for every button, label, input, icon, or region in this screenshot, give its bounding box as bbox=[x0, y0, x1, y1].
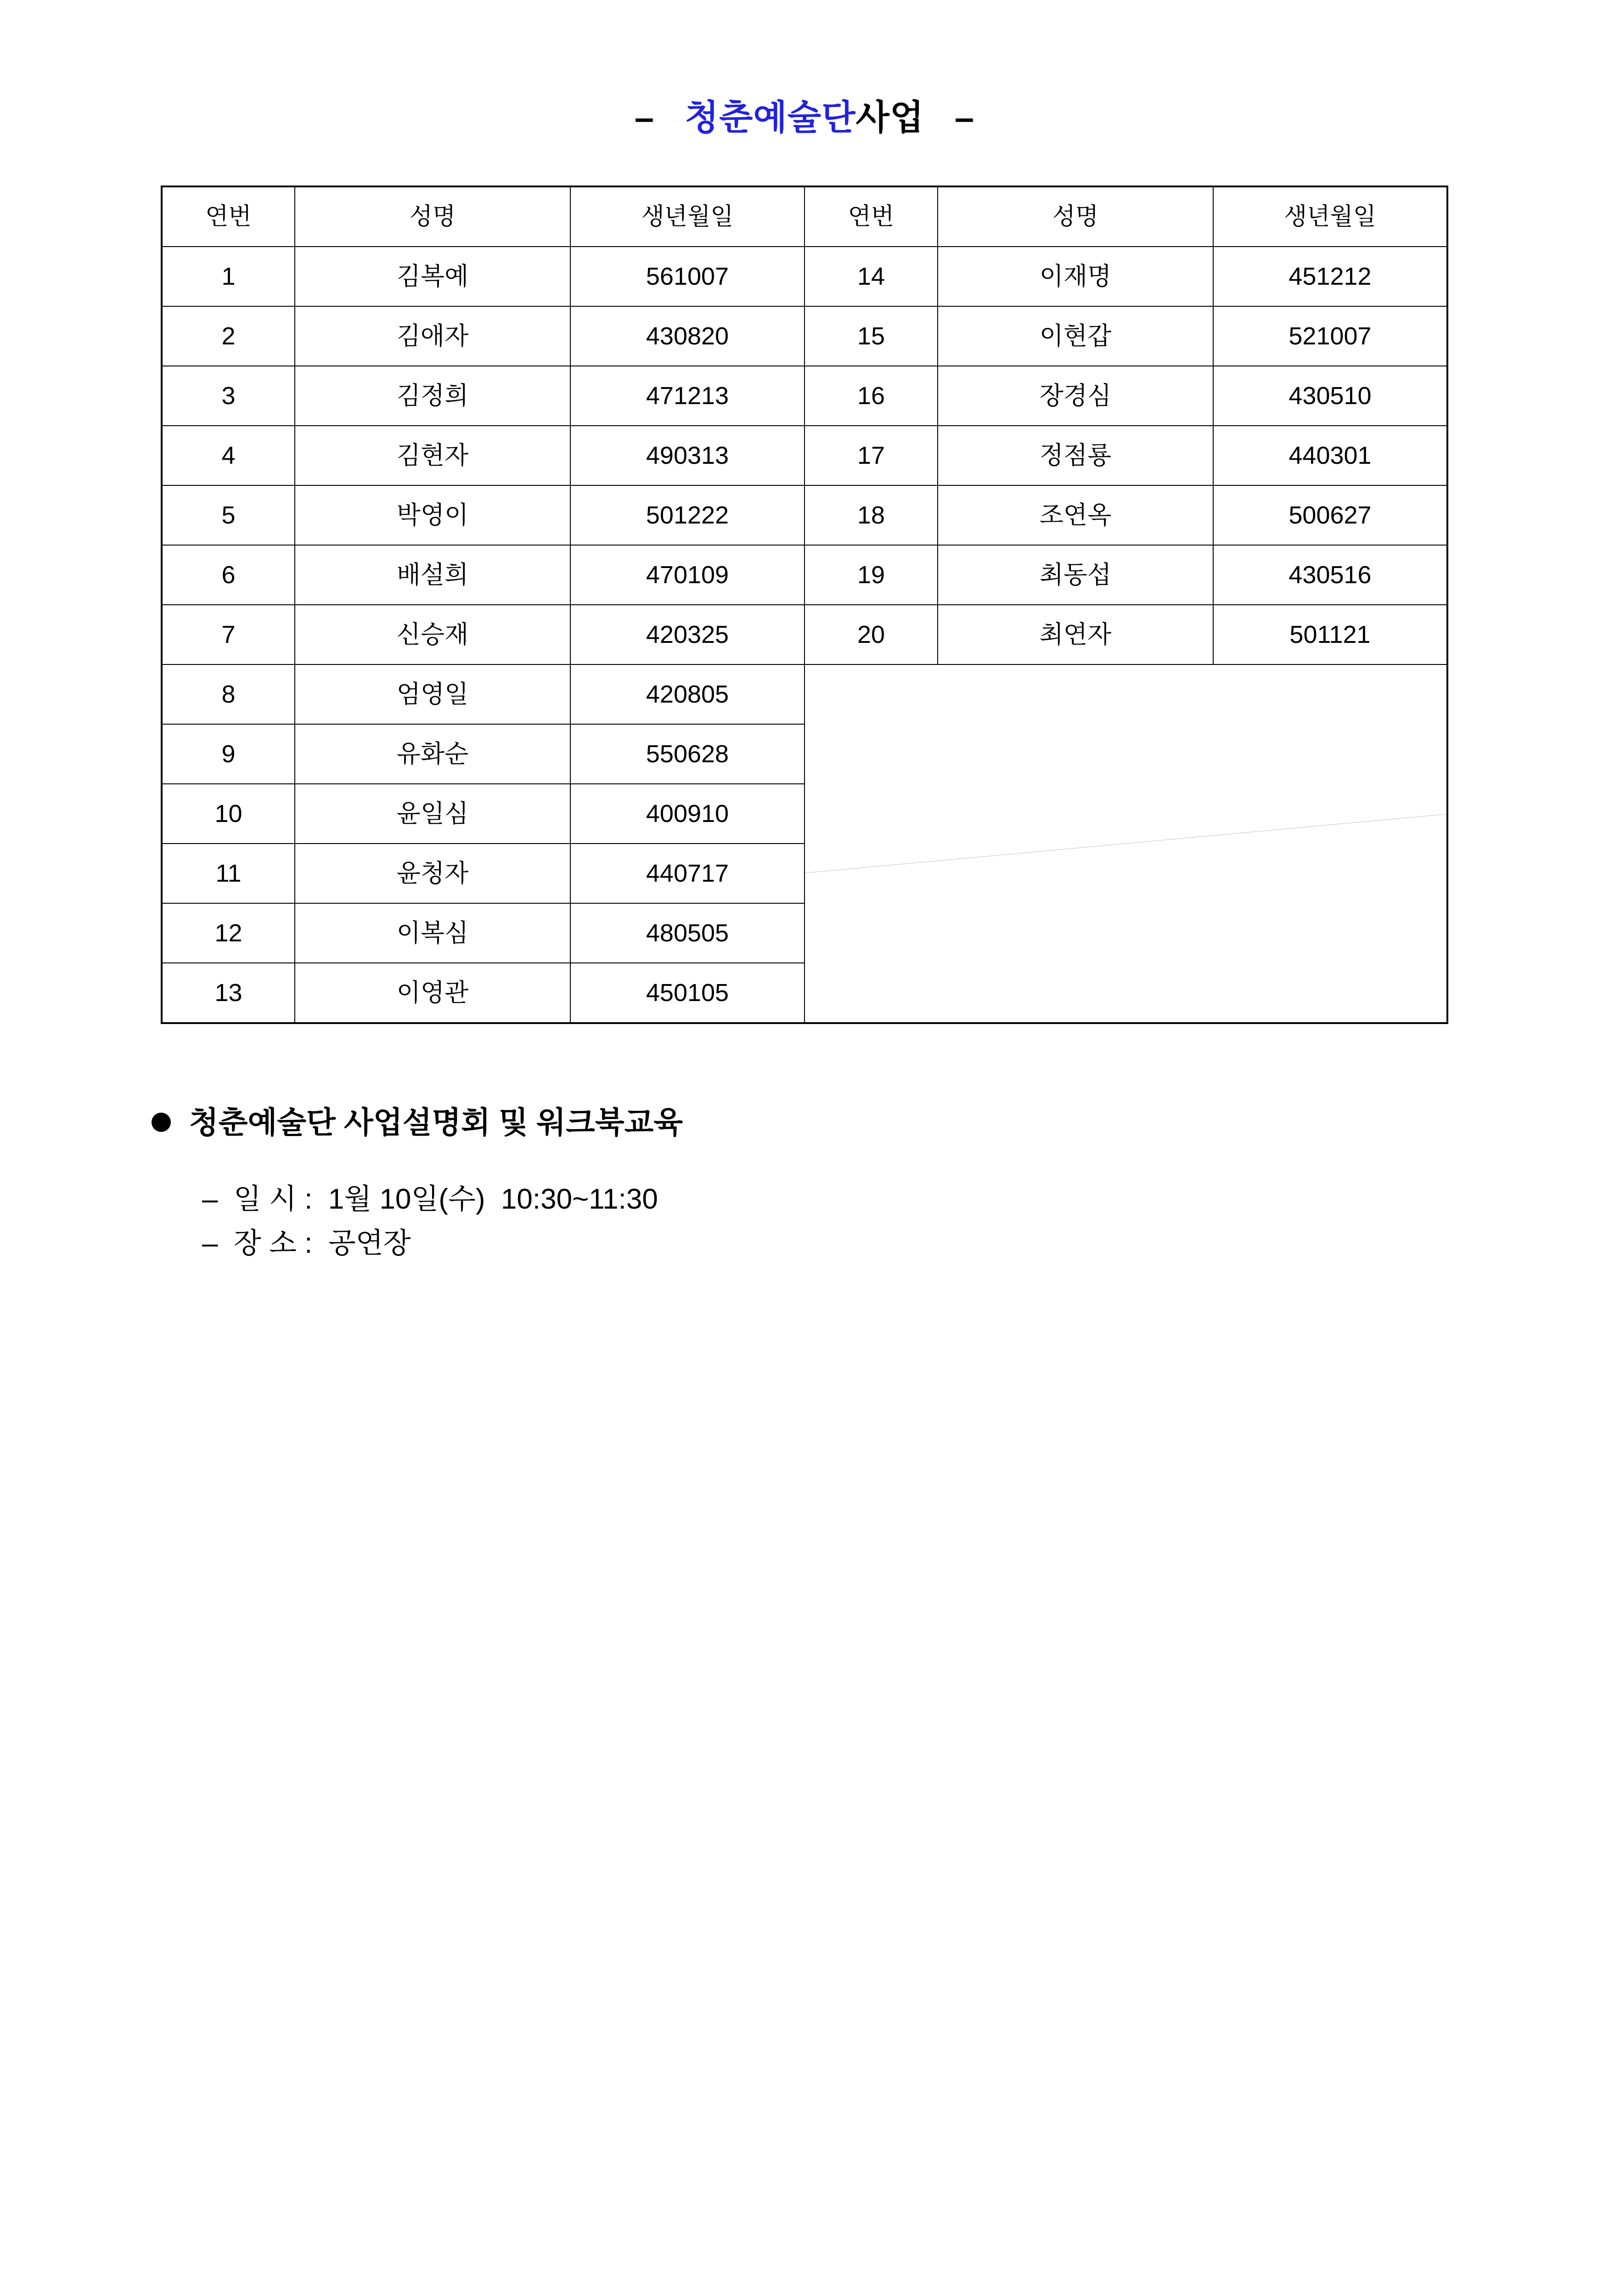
cell-name: 신승재 bbox=[295, 605, 570, 664]
cell-birth: 400910 bbox=[570, 784, 804, 844]
cell-birth: 501121 bbox=[1213, 605, 1447, 664]
cell-birth: 521007 bbox=[1213, 306, 1447, 366]
cell-birth: 471213 bbox=[570, 366, 804, 426]
cell-no: 9 bbox=[162, 724, 295, 784]
cell-no: 20 bbox=[804, 605, 938, 664]
detail-location: – 장 소 : 공연장 bbox=[202, 1227, 411, 1259]
table-row bbox=[162, 664, 1447, 724]
cell-birth: 500627 bbox=[1213, 485, 1447, 545]
cell-birth: 561007 bbox=[570, 247, 804, 306]
cell-no: 14 bbox=[804, 247, 938, 306]
cell-no: 10 bbox=[162, 784, 295, 844]
cell-no: 4 bbox=[162, 426, 295, 485]
col-header-name-left: 성명 bbox=[295, 186, 570, 247]
cell-name: 김애자 bbox=[295, 306, 570, 366]
title-right-dash: – bbox=[954, 98, 975, 137]
cell-birth: 450105 bbox=[570, 963, 804, 1023]
page-title bbox=[0, 99, 1609, 137]
cell-name: 조연옥 bbox=[938, 485, 1213, 545]
cell-name: 엄영일 bbox=[295, 664, 570, 724]
cell-no: 7 bbox=[162, 605, 295, 664]
diagonal-strike-cell bbox=[804, 664, 1447, 1023]
cell-no: 11 bbox=[162, 844, 295, 903]
cell-no: 17 bbox=[804, 426, 938, 485]
table-row bbox=[162, 605, 1447, 664]
bullet-dot-icon bbox=[152, 1113, 171, 1132]
col-header-birth-left: 생년월일 bbox=[570, 186, 804, 247]
cell-name: 장경심 bbox=[938, 366, 1213, 426]
col-header-name-right: 성명 bbox=[938, 186, 1213, 247]
roster-table bbox=[161, 186, 1448, 1024]
col-header-birth-right: 생년월일 bbox=[1213, 186, 1447, 247]
table-row bbox=[162, 366, 1447, 426]
cell-name: 이현갑 bbox=[938, 306, 1213, 366]
cell-name: 김복예 bbox=[295, 247, 570, 306]
cell-name: 박영이 bbox=[295, 485, 570, 545]
cell-birth: 440301 bbox=[1213, 426, 1447, 485]
cell-no: 8 bbox=[162, 664, 295, 724]
section-heading bbox=[152, 1104, 1609, 1141]
cell-no: 15 bbox=[804, 306, 938, 366]
cell-name: 이영관 bbox=[295, 963, 570, 1023]
table-row bbox=[162, 485, 1447, 545]
detail-list bbox=[202, 1177, 1609, 1266]
title-left-dash: – bbox=[634, 98, 655, 137]
document-page bbox=[0, 99, 1609, 2296]
cell-birth: 470109 bbox=[570, 545, 804, 605]
cell-name: 유화순 bbox=[295, 724, 570, 784]
cell-name: 정점룡 bbox=[938, 426, 1213, 485]
table-row bbox=[162, 426, 1447, 485]
table-row bbox=[162, 545, 1447, 605]
cell-name: 윤청자 bbox=[295, 844, 570, 903]
roster-table-wrap bbox=[0, 186, 1609, 1024]
cell-name: 김정희 bbox=[295, 366, 570, 426]
info-section bbox=[152, 1104, 1609, 1266]
cell-name: 윤일심 bbox=[295, 784, 570, 844]
cell-name: 최연자 bbox=[938, 605, 1213, 664]
detail-datetime: – 일 시 : 1월 10일(수) 10:30~11:30 bbox=[202, 1183, 658, 1215]
cell-birth: 480505 bbox=[570, 903, 804, 963]
cell-name: 배설희 bbox=[295, 545, 570, 605]
cell-no: 5 bbox=[162, 485, 295, 545]
title-accent-text: 청춘예술단 bbox=[685, 98, 856, 137]
cell-birth: 430510 bbox=[1213, 366, 1447, 426]
title-plain-text: 사업 bbox=[855, 98, 924, 137]
col-header-no-left: 연번 bbox=[162, 186, 295, 247]
cell-no: 16 bbox=[804, 366, 938, 426]
cell-birth: 451212 bbox=[1213, 247, 1447, 306]
cell-no: 2 bbox=[162, 306, 295, 366]
cell-birth: 430820 bbox=[570, 306, 804, 366]
cell-birth: 430516 bbox=[1213, 545, 1447, 605]
cell-birth: 440717 bbox=[570, 844, 804, 903]
cell-birth: 490313 bbox=[570, 426, 804, 485]
cell-no: 1 bbox=[162, 247, 295, 306]
table-row bbox=[162, 306, 1447, 366]
cell-name: 최동섭 bbox=[938, 545, 1213, 605]
section-heading-label: 청춘예술단 사업설명회 및 워크북교육 bbox=[189, 1105, 683, 1139]
cell-birth: 420805 bbox=[570, 664, 804, 724]
cell-birth: 550628 bbox=[570, 724, 804, 784]
cell-no: 12 bbox=[162, 903, 295, 963]
cell-birth: 501222 bbox=[570, 485, 804, 545]
col-header-no-right: 연번 bbox=[804, 186, 938, 247]
cell-name: 이복심 bbox=[295, 903, 570, 963]
cell-no: 6 bbox=[162, 545, 295, 605]
cell-name: 이재명 bbox=[938, 247, 1213, 306]
cell-birth: 420325 bbox=[570, 605, 804, 664]
cell-name: 김현자 bbox=[295, 426, 570, 485]
table-header-row bbox=[162, 186, 1447, 247]
cell-no: 3 bbox=[162, 366, 295, 426]
cell-no: 18 bbox=[804, 485, 938, 545]
cell-no: 19 bbox=[804, 545, 938, 605]
table-row bbox=[162, 247, 1447, 306]
cell-no: 13 bbox=[162, 963, 295, 1023]
